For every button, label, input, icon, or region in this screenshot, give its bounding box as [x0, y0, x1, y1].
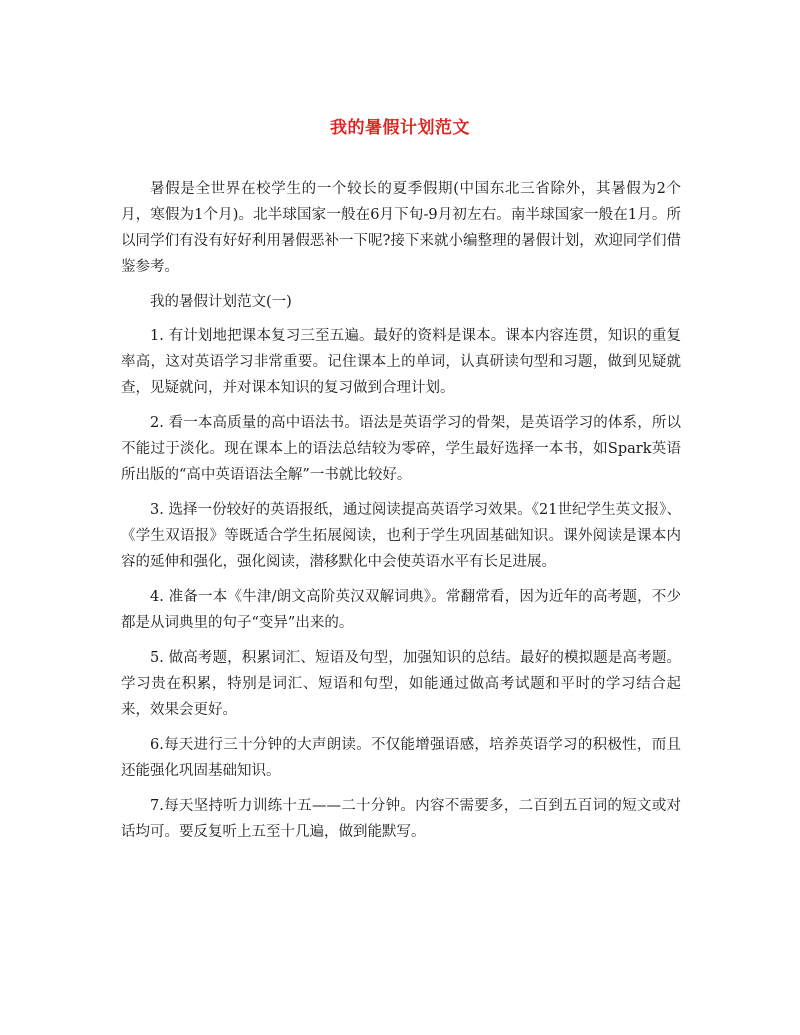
- plan-item-7: 7.每天坚持听力训练十五——二十分钟。内容不需要多，二百到五百词的短文或对话均可。要反复听上五至十几遍，做到能默写。: [121, 798, 681, 840]
- document-body: [121, 176, 681, 854]
- plan-item-4: 4. 准备一本《牛津/朗文高阶英汉双解词典》。常翻常看，因为近年的高考题，不少都是从词典里的句子“变异”出来的。: [121, 589, 681, 631]
- plan-item-1: 1. 有计划地把课本复习三至五遍。最好的资料是课本。课本内容连贯，知识的重复率高，这对英语学习非常重要。记住课本上的单词，认真研读句型和习题，做到见疑就查，见疑就问，并对课本知识的复习做到合理计划。: [121, 328, 681, 396]
- plan-item-3: 3. 选择一份较好的英语报纸，通过阅读提高英语学习效果。《21世纪学生英文报》、《学生双语报》等既适合学生拓展阅读，也利于学生巩固基础知识。课外阅读是课本内容的延伸和强化，强化阅读，潜移默化中会使英语水平有长足进展。: [121, 502, 681, 570]
- document-title: 我的暑假计划范文: [330, 118, 470, 138]
- plan-item-5: 5. 做高考题，积累词汇、短语及句型，加强知识的总结。最好的模拟题是高考题。学习贵在积累，特别是词汇、短语和句型，如能通过做高考试题和平时的学习结合起来，效果会更好。: [121, 650, 681, 718]
- plan-item-2: 2. 看一本高质量的高中语法书。语法是英语学习的骨架，是英语学习的体系，所以不能过于淡化。现在课本上的语法总结较为零碎，学生最好选择一本书，如Spark英语所出版的“高中英语语法全解”一书就比较好。: [121, 415, 681, 483]
- plan-item-6: 6.每天进行三十分钟的大声朗读。不仅能增强语感，培养英语学习的积极性，而且还能强化巩固基础知识。: [121, 737, 681, 779]
- intro-paragraph: 暑假是全世界在校学生的一个较长的夏季假期(中国东北三省除外，其暑假为2个月，寒假为1个月)。北半球国家一般在6月下旬-9月初左右。南半球国家一般在1月。所以同学们有没有好好利用暑假恶补一下呢?接下来就小编整理的暑假计划，欢迎同学们借鉴参考。: [121, 181, 681, 275]
- section-heading: 我的暑假计划范文(一): [150, 294, 292, 310]
